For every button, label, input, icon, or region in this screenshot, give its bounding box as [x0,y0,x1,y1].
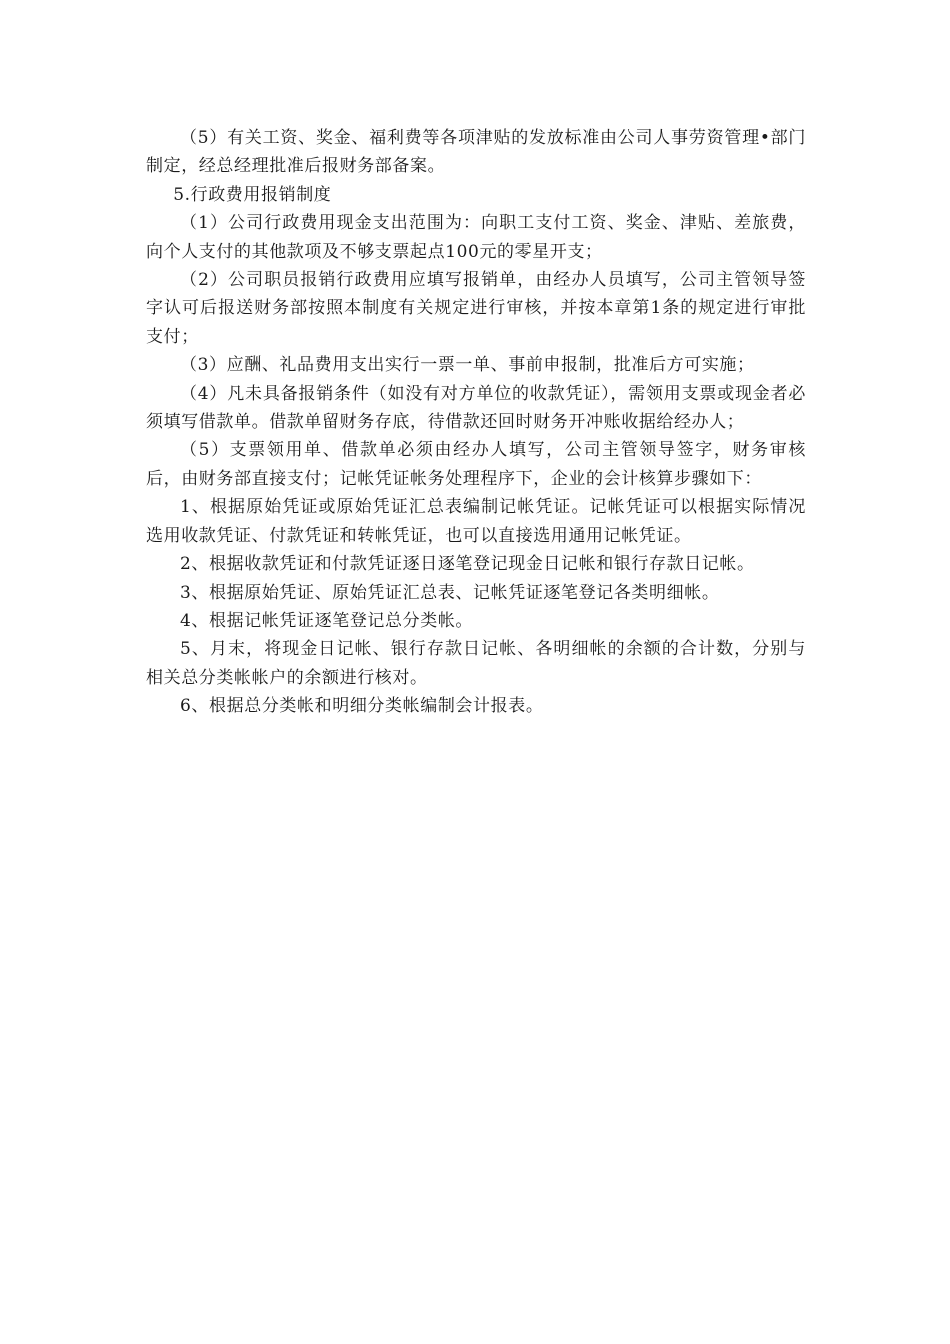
paragraph-reimbursement-form: （2）公司职员报销行政费用应填写报销单，由经办人员填写，公司主管领导签字认可后报送财务部按照本制度有关规定进行审核，并按本章第1条的规定进行审批支付； [146,270,806,347]
paragraph-cheque-requisition: （5）支票领用单、借款单必须由经办人填写，公司主管领导签字，财务审核后，由财务部直接支付；记帐凭证帐务处理程序下，企业的会计核算步骤如下： [146,440,806,489]
document-body [146,124,806,721]
paragraph-cash-scope: （1）公司行政费用现金支出范围为：向职工支付工资、奖金、津贴、差旅费，向个人支付的其他款项及不够支票起点100元的零星开支； [146,213,806,262]
section-heading-expense-reimbursement: 5.行政费用报销制度 [173,184,332,205]
paragraph-entertainment-gifts: （3）应酬、礼品费用支出实行一票一单、事前申报制，批准后方可实施； [180,355,755,376]
paragraph-loan-form: （4）凡未具备报销条件（如没有对方单位的收款凭证），需领用支票或现金者必须填写借款单。借款单留财务存底，待借款还回时财务开冲账收据给经办人； [146,383,806,433]
step-1-voucher-preparation: 1、根据原始凭证或原始凭证汇总表编制记帐凭证。记帐凭证可以根据实际情况选用收款凭证、付款凭证和转帐凭证，也可以直接选用通用记帐凭证。 [146,497,806,546]
step-2-cash-bank-journal: 2、根据收款凭证和付款凭证逐日逐笔登记现金日记帐和银行存款日记帐。 [180,554,755,575]
step-4-general-ledger: 4、根据记帐凭证逐笔登记总分类帐。 [180,610,474,631]
step-5-month-end-reconciliation: 5、月末，将现金日记帐、银行存款日记帐、各明细帐的余额的合计数，分别与相关总分类帐帐户的余额进行核对。 [146,639,806,688]
step-6-financial-statements: 6、根据总分类帐和明细分类帐编制会计报表。 [180,696,544,717]
step-3-detail-ledger: 3、根据原始凭证、原始凭证汇总表、记帐凭证逐笔登记各类明细帐。 [180,582,720,603]
paragraph-wage-standards: （5）有关工资、奖金、福利费等各项津贴的发放标准由公司人事劳资管理•部门制定，经总经理批准后报财务部备案。 [146,128,806,177]
